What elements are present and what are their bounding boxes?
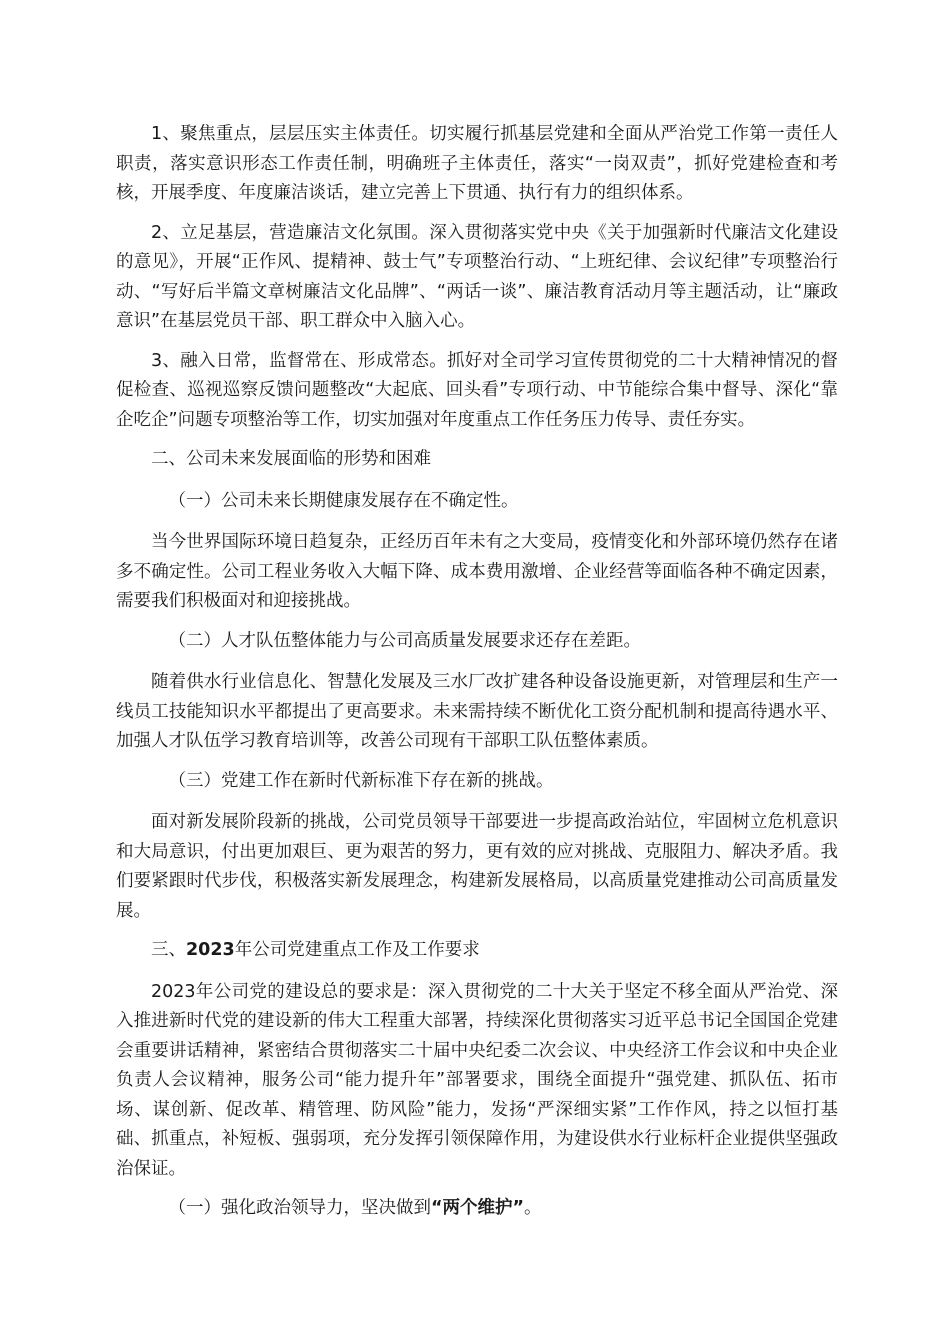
subheading-quote: “两个维护” (431, 1198, 525, 1218)
subheading-uncertainty: （一）公司未来长期健康发展存在不确定性。 (168, 490, 519, 511)
subheading-political-leadership (116, 1194, 838, 1224)
heading-year: 2023 (186, 940, 235, 960)
section-heading-situation-difficulties: 二、公司未来发展面临的形势和困难 (151, 449, 431, 469)
subheading-party-building-challenges: （三）党建工作在新时代新标准下存在新的挑战。 (168, 770, 554, 791)
subheading-suffix: 。 (524, 1198, 542, 1218)
subheading-prefix: （一）强化政治领导力，坚决做到 (168, 1198, 431, 1218)
section-heading-2023-priorities (116, 936, 838, 966)
paragraph-daily-supervision: 3、融入日常，监督常在、形成常态。抓好对全司学习宣传贯彻党的二十大精神情况的督促检查、巡视巡察反馈问题整改“大起底、回头看”专项行动、中节能综合集中督导、深化“靠企吃企”问题专项整治等工作，切实加强对年度重点工作任务压力传导、责任夯实。 (116, 350, 838, 430)
paragraph-focus-key-points: 1、聚焦重点，层层压实主体责任。切实履行抓基层党建和全面从严治党工作第一责任人职责，落实意识形态工作责任制，明确班子主体责任，落实“一岗双责”，抓好党建检查和考核，开展季度、年度廉洁谈话，建立完善上下贯通、执行有力的组织体系。 (116, 124, 838, 203)
subheading-talent-gap: （二）人才队伍整体能力与公司高质量发展要求还存在差距。 (168, 630, 641, 651)
paragraph-talent-requirements: 随着供水行业信息化、智慧化发展及三水厂改扩建各种设备设施更新，对管理层和生产一线员工技能知识水平都提出了更高要求。未来需持续不断优化工资分配机制和提高待遇水平、加强人才队伍学习教育培训等，改善公司现有干部职工队伍整体素质。 (116, 672, 838, 751)
paragraph-new-challenges: 面对新发展阶段新的挑战，公司党员领导干部要进一步提高政治站位，牢固树立危机意识和大局意识，付出更加艰巨、更为艰苦的努力，更有效的应对挑战、克服阻力、解决矛盾。我们要紧跟时代步伐，积极落实新发展理念，构建新发展格局，以高质量党建推动公司高质量发展。 (116, 812, 838, 921)
heading-suffix: 年公司党建重点工作及工作要求 (234, 940, 480, 960)
paragraph-international-environment: 当今世界国际环境日趋复杂，正经历百年未有之大变局，疫情变化和外部环境仍然存在诸多不确定性。公司工程业务收入大幅下降、成本费用激增、企业经营等面临各种不确定因素，需要我们积极面对和迎接挑战。 (116, 532, 838, 611)
heading-prefix: 三、 (151, 940, 186, 960)
document-body (116, 120, 838, 1236)
paragraph-grassroots-integrity-culture: 2、立足基层，营造廉洁文化氛围。深入贯彻落实党中央《关于加强新时代廉洁文化建设的意见》，开展“正作风、提精神、鼓士气”专项整治行动、“上班纪律、会议纪律”专项整治行动、“写好后半篇文章树廉洁文化品牌”、“两话一谈”、廉洁教育活动月等主题活动，让“廉政意识”在基层党员干部、职工群众中入脑入心。 (116, 222, 838, 331)
paragraph-2023-overall-requirements: 2023年公司党的建设总的要求是：深入贯彻党的二十大关于坚定不移全面从严治党、深入推进新时代党的建设新的伟大工程重大部署，持续深化贯彻落实习近平总书记全国国企党建会重要讲话精神，紧密结合贯彻落实二十届中央纪委二次会议、中央经济工作会议和中央企业负责人会议精神，服务公司“能力提升年”部署要求，围绕全面提升“强党建、抓队伍、拓市场、谋创新、促改革、精管理、防风险”能力，发扬“严深细实紧”工作作风，持之以恒打基础、抓重点，补短板、强弱项，充分发挥引领保障作用，为建设供水行业标杆企业提供坚强政治保证。 (116, 981, 838, 1179)
